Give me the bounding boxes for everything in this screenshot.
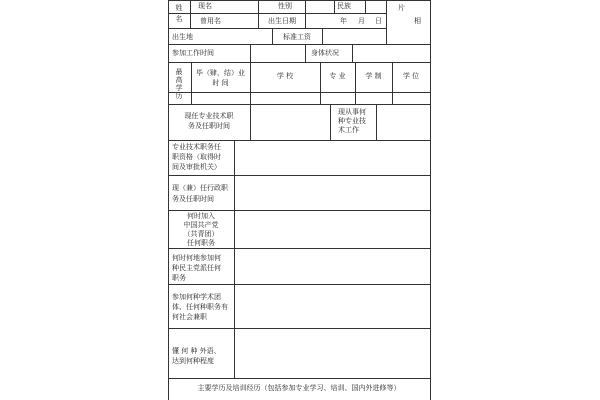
label-gender: 性别 <box>278 2 292 10</box>
rule-h <box>168 0 430 1</box>
label-school: 学 校 <box>276 72 294 80</box>
rule-v <box>320 62 321 104</box>
label-societies-1: 参加何种学术团 <box>172 293 221 301</box>
label-societies-2: 体、任何种职务有 <box>172 303 228 311</box>
rule-v <box>365 0 366 14</box>
rule-h <box>168 92 430 93</box>
rule-v <box>376 104 377 140</box>
rule-v <box>258 0 259 28</box>
label-tech-title-2: 务及任职时间 <box>188 122 230 130</box>
label-graduation-time-1: 毕（肄，结）业 <box>196 69 245 77</box>
label-edu-side-2: 高 <box>175 76 183 84</box>
rule-v <box>168 0 169 400</box>
rule-h <box>168 284 430 285</box>
rule-v <box>272 28 273 44</box>
rule-v <box>250 62 251 104</box>
label-work-start: 参加工作时间 <box>172 49 214 57</box>
label-degree: 学 位 <box>402 72 420 80</box>
rule-h <box>168 328 430 329</box>
rule-v <box>330 104 331 140</box>
label-month: 月 <box>358 17 365 25</box>
label-party-3: （共青团） <box>183 230 219 238</box>
rule-h <box>168 28 386 29</box>
rule-h <box>168 104 430 105</box>
label-name-char2: 名 <box>175 15 183 23</box>
label-photo-char2: 相 <box>414 17 421 25</box>
label-current-name: 现名 <box>198 2 212 10</box>
label-democratic-party-2: 种民主党派任何 <box>172 264 221 272</box>
rule-v <box>305 44 306 62</box>
label-name-char1: 姓 <box>175 4 183 12</box>
rule-v <box>392 62 393 104</box>
label-major: 专 业 <box>329 72 346 80</box>
rule-h <box>168 248 430 249</box>
label-qualification-3: 间及审批机关） <box>172 163 221 171</box>
rule-v <box>430 0 431 400</box>
label-democratic-party-1: 何时何地参加何 <box>172 254 221 262</box>
label-qualification-2: 职资格（取得时 <box>172 153 221 161</box>
rule-h <box>168 44 430 45</box>
label-party-2: 中国共产党 <box>183 221 219 229</box>
label-birth-date: 出生日期 <box>268 17 296 25</box>
label-ethnicity: 民族 <box>337 2 351 10</box>
rule-v <box>305 0 306 28</box>
rule-v <box>250 104 251 140</box>
rule-h <box>168 140 430 141</box>
label-photo-char1: 片 <box>398 4 405 12</box>
label-languages-2: 达到何种程度 <box>172 357 214 365</box>
label-societies-3: 何社会兼职 <box>172 313 207 321</box>
label-party-1: 何时加入 <box>187 212 215 220</box>
rule-h <box>168 210 430 211</box>
label-birthplace: 出生地 <box>172 33 193 41</box>
label-languages-1: 懂 何 种 外语、 <box>172 347 221 355</box>
label-edu-side-1: 最 <box>175 68 183 76</box>
label-admin-post-1: 现（兼）任行政职 <box>172 184 228 192</box>
label-tech-title-1: 现任专业技术职 <box>184 112 234 120</box>
rule-v <box>234 140 235 378</box>
label-training-title: 主要学历及培训经历（包括参加专业学习、培训、国内外进修等） <box>197 384 401 392</box>
rule-v <box>250 44 251 62</box>
label-qualification-1: 专业技术职务任 <box>172 143 221 151</box>
label-tech-work-1: 现从事何 <box>338 108 366 116</box>
label-system: 学 制 <box>365 72 382 80</box>
rule-v <box>352 44 353 62</box>
rule-h <box>168 62 430 63</box>
label-health: 身体状况 <box>311 49 339 57</box>
label-standard-salary: 标准工资 <box>283 33 311 41</box>
label-democratic-party-3: 职务 <box>172 274 186 282</box>
label-tech-work-2: 种专业技 <box>338 117 366 125</box>
label-graduation-time-2: 时 间 <box>212 79 229 87</box>
rule-v <box>334 0 335 14</box>
label-former-name: 曾用名 <box>200 17 221 25</box>
rule-h <box>168 175 430 176</box>
label-party-4: 任何职务 <box>187 239 215 247</box>
rule-h <box>168 13 386 14</box>
label-admin-post-2: 务及任职时间 <box>172 195 214 203</box>
rule-v <box>190 0 191 28</box>
label-year: 年 <box>340 17 347 25</box>
rule-v <box>322 28 323 44</box>
rule-v <box>386 0 387 44</box>
rule-v <box>355 62 356 104</box>
label-edu-side-4: 历 <box>175 92 183 100</box>
label-day: 日 <box>375 17 382 25</box>
rule-h <box>168 378 430 379</box>
label-edu-side-3: 学 <box>175 84 183 92</box>
label-tech-work-3: 术工作 <box>338 126 359 134</box>
